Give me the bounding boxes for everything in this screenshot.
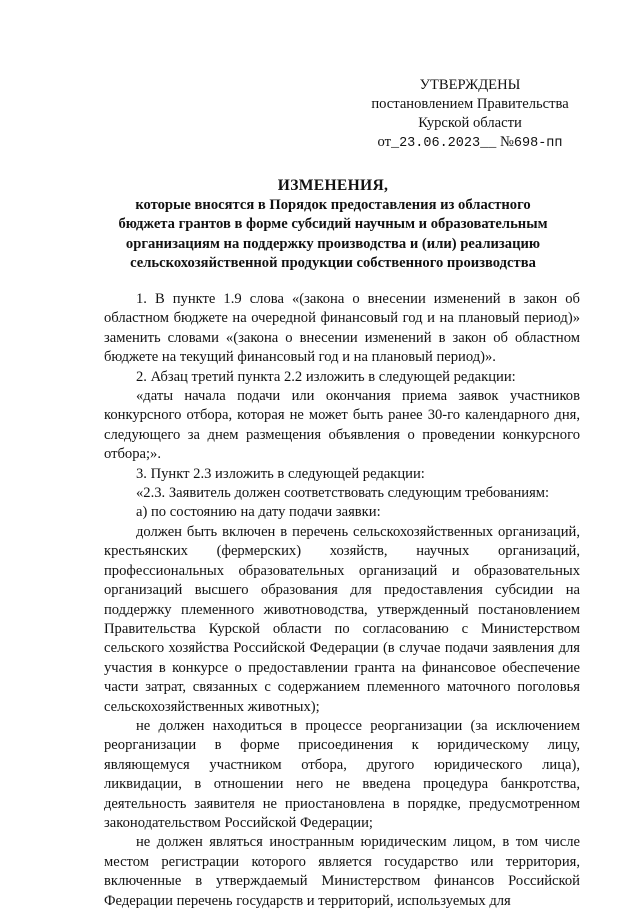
paragraph: 3. Пункт 2.3 изложить в следующей редакции: <box>136 465 425 482</box>
paragraph: «даты начала подачи или окончания приема заявок участников конкурсного отбора, которая не может быть ранее 30-го календарного дня, следующего за днем размещения объявления о проведении конкурсного отбора;». <box>104 388 580 463</box>
title-line: которые вносятся в Порядок предоставления из областного <box>135 196 531 213</box>
document-title <box>98 176 568 274</box>
approval-date-line <box>330 133 610 153</box>
title-line: сельскохозяйственной продукции собственного производства <box>130 255 536 271</box>
paragraph: «2.3. Заявитель должен соответствовать следующим требованиям: <box>136 485 550 502</box>
paragraph: 2. Абзац третий пункта 2.2 изложить в следующей редакции: <box>136 368 516 385</box>
approval-stamp <box>330 76 610 153</box>
approval-date: _23.06.2023__ <box>390 136 497 151</box>
number-prefix: № <box>499 134 514 150</box>
document-body <box>104 290 580 911</box>
approval-number: 698-пп <box>513 136 563 151</box>
approval-region: Курской области <box>418 115 522 131</box>
paragraph: а) по состоянию на дату подачи заявки: <box>136 504 381 521</box>
date-prefix: от <box>377 134 391 150</box>
title-line: бюджета грантов в форме субсидий научным и образовательным <box>118 216 548 232</box>
title-heading: ИЗМЕНЕНИЯ, <box>277 177 389 194</box>
approval-title: УТВЕРЖДЕНЫ <box>419 77 521 93</box>
paragraph: 1. В пункте 1.9 слова «(закона о внесении изменений в закон об областном бюджете на очередной финансовый год и на плановый период)» заменить словами «(закона о внесении изменений в закон об областном бюджете на текущий финансовый год и на плановый период)». <box>104 291 580 366</box>
approval-authority: постановлением Правительства <box>371 96 569 112</box>
title-line: организациям на поддержку производства и (или) реализацию <box>125 235 541 252</box>
paragraph: не должен находиться в процессе реорганизации (за исключением реорганизации в форме присоединения к юридическому лицу, являющемуся участником отбора, другого юридического лица), ликвидации, в отношении него не введена процедура банкротства, деятельность заявителя не приостановлена в порядке, предусмотренном законодательством Российской Федерации; <box>104 717 580 831</box>
paragraph: не должен являться иностранным юридическим лицом, в том числе местом регистрации которого является государство или территория, включенные в утверждаемый Министерством финансов Российской Федерации перечень государств и территорий, используемых для <box>104 834 580 909</box>
paragraph: должен быть включен в перечень сельскохозяйственных организаций, крестьянских (фермерских) хозяйств, научных организаций, профессиональных образовательных организаций и образовательных организаций высшего образования для предоставления субсидии на поддержку племенного животноводства, утвержденный постановлением Правительства Курской области по согласованию с Министерством сельского хозяйства Российской Федерации (в случае подачи заявления для участия в конкурсе о предоставлении гранта на финансовое обеспечение части затрат, связанных с содержанием племенного маточного поголовья сельскохозяйственных животных); <box>104 523 580 715</box>
